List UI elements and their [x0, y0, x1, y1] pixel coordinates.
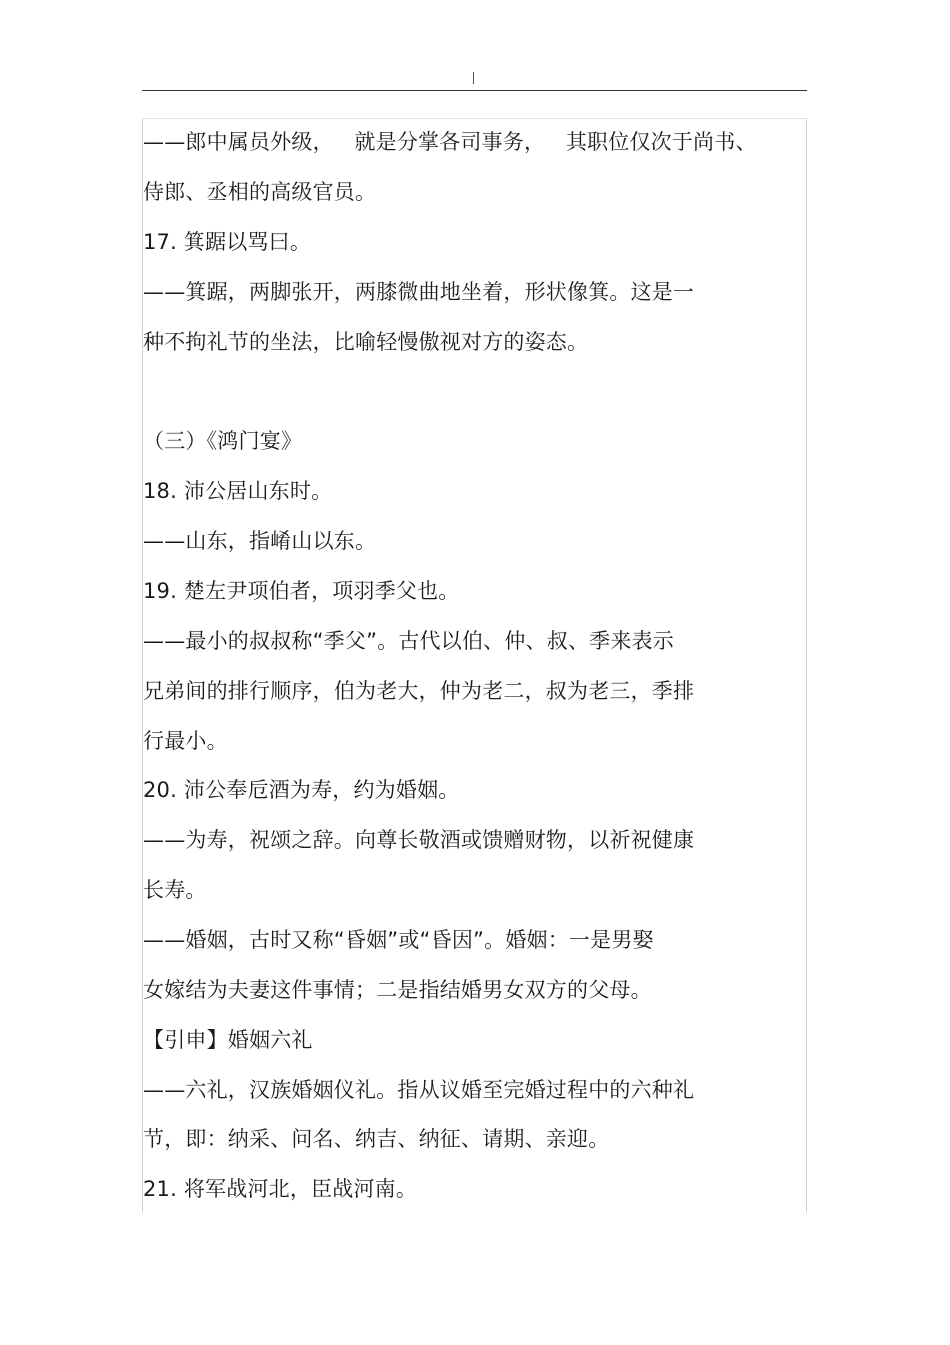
text-line: ——婚姻，古时又称“昏姻”或“昏因”。婚姻：一是男娶 — [143, 928, 654, 952]
text-line: ——箕踞，两脚张开，两膝微曲地坐着，形状像箕。这是一 — [143, 280, 695, 304]
text-line: 种不拘礼节的坐法，比喻轻慢傲视对方的姿态。 — [143, 330, 589, 354]
header-mark — [473, 72, 474, 84]
text-line: ——郎中属员外级， 就是分掌各司事务， 其职位仅次于尚书、 — [143, 130, 757, 154]
text-line: 17. 箕踞以骂曰。 — [143, 230, 312, 254]
text-line: 【引申】婚姻六礼 — [143, 1028, 313, 1052]
text-line: ——最小的叔叔称“季父”。古代以伯、仲、叔、季来表示 — [143, 629, 674, 653]
text-line: ——六礼，汉族婚姻仪礼。指从议婚至完婚过程中的六种礼 — [143, 1078, 695, 1102]
text-line: ——为寿，祝颂之辞。向尊长敬酒或馈赠财物，以祈祝健康 — [143, 828, 695, 852]
text-line: 20. 沛公奉卮酒为寿，约为婚姻。 — [143, 778, 460, 802]
text-line: 行最小。 — [143, 729, 228, 753]
text-line: 18. 沛公居山东时。 — [143, 479, 333, 503]
section-heading: （三）《鸿门宴》 — [143, 429, 303, 453]
text-line: 节，即：纳采、问名、纳吉、纳征、请期、亲迎。 — [143, 1127, 610, 1151]
header-rule — [142, 90, 807, 91]
text-line: 侍郎、丞相的高级官员。 — [143, 180, 377, 204]
text-line: 长寿。 — [143, 878, 207, 902]
text-line: ——山东，指崤山以东。 — [143, 529, 377, 553]
text-line: 兄弟间的排行顺序，伯为老大，仲为老二，叔为老三，季排 — [143, 679, 695, 703]
text-line: 19. 楚左尹项伯者，项羽季父也。 — [143, 579, 460, 603]
text-line: 女嫁结为夫妻这件事情；二是指结婚男女双方的父母。 — [143, 978, 652, 1002]
text-line: 21. 将军战河北，臣战河南。 — [143, 1177, 418, 1201]
